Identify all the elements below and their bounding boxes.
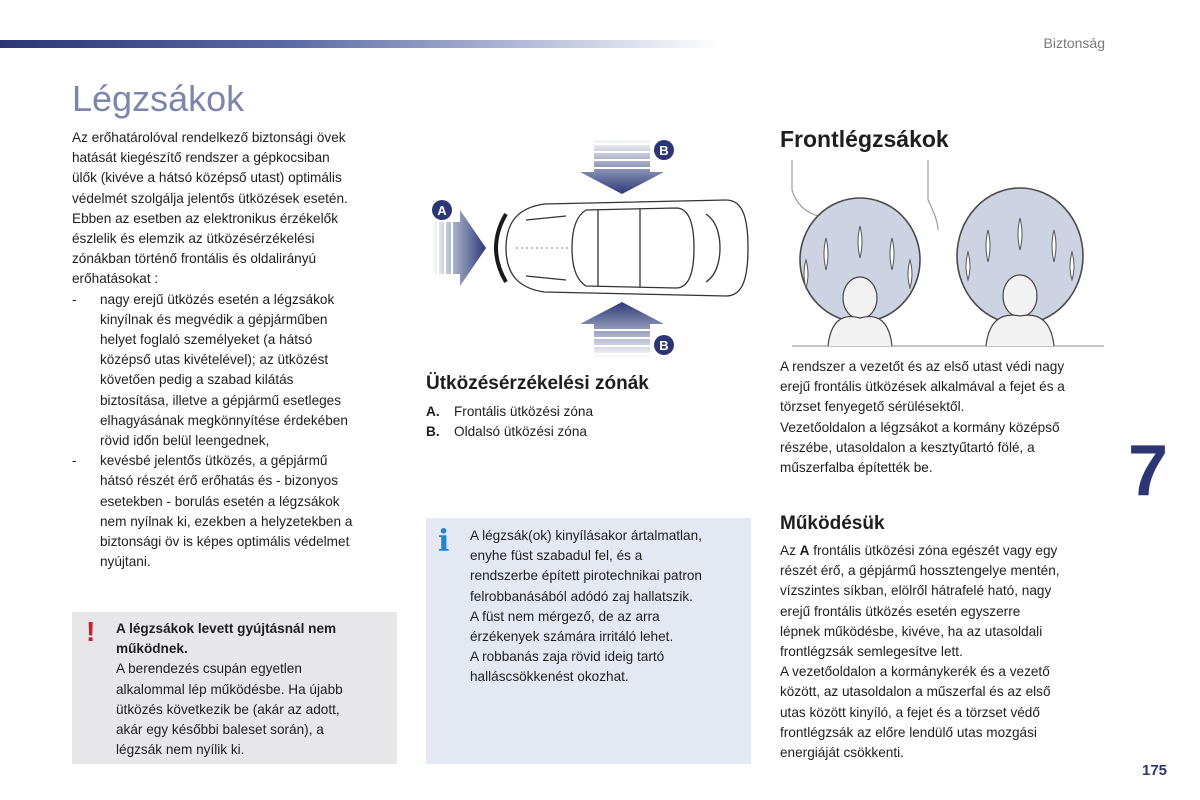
- legend-item: [426, 402, 726, 422]
- text-line: részébe, utasoldalon a kesztyűtartó fölé, a: [780, 439, 1035, 455]
- front-arrow: [432, 210, 486, 286]
- text-line: részét érő, a gépjármű hossztengelye mentén,: [780, 563, 1060, 579]
- warning-line: légzsák nem nyílik ki.: [116, 742, 245, 758]
- bullet-line: hátsó részét érő erőhatás és - bizonyos: [100, 473, 339, 489]
- bullet-line: nyújtani.: [100, 554, 151, 570]
- intro-line: zónákban történő frontális és oldalirányú: [72, 251, 317, 267]
- info-line: enyhe füst szabadul fel, és a: [470, 548, 643, 564]
- bullet-line: nem nyílnak ki, ezekben a helyzetekben a: [100, 513, 353, 529]
- text-line: energiáját csökkenti.: [780, 745, 904, 761]
- info-text: [470, 526, 740, 688]
- side-arrow-bottom: [580, 302, 664, 358]
- warning-line: ütközés következik be (akár az adott,: [116, 701, 340, 717]
- chapter-number: 7: [1128, 431, 1169, 511]
- bullet-line: követően pedig a szabad kilátás: [100, 372, 294, 388]
- zones-legend: [426, 402, 726, 442]
- car-top-view: [506, 200, 748, 296]
- intro-line: Az erőhatárolóval rendelkező biztonsági övek: [72, 130, 346, 145]
- info-line: A füst nem mérgező, de az arra: [470, 608, 660, 624]
- text-line: között, az utasoldalon a műszerfal és az első: [780, 684, 1051, 700]
- bullet-line: - nagy erejű ütközés esetén a légzsákok: [100, 291, 335, 307]
- intro-line: ülők (kivéve a hátsó középső utast) optimális: [72, 170, 342, 186]
- legend-text: Oldalsó ütközési zóna: [454, 424, 587, 440]
- warning-icon: !: [86, 616, 96, 647]
- text-line: törzset fenyegető sérülésektől.: [780, 399, 965, 415]
- bullet-line: biztosítása, illetve a gépjármű esetleges: [100, 392, 342, 408]
- bullet-line: kinyílnak és megvédik a gépjárműben: [100, 311, 328, 327]
- info-line: felrobbanásából adódó zaj hallatszik.: [470, 588, 693, 604]
- bullet-line: elhagyásának megkönnyítése érdekében: [100, 412, 348, 428]
- warning-bold-line: A légzsákok levett gyújtásnál nem: [116, 621, 337, 636]
- intro-line: észlelik és elemzik az ütközésérzékelési: [72, 231, 315, 247]
- info-line: A légzsák(ok) kinyílásakor ártalmatlan,: [470, 528, 702, 543]
- bullet-line: középső utas kivételével); az ütközést: [100, 352, 329, 368]
- text-line: A rendszer a vezetőt és az első utast védi nagy: [780, 359, 1065, 374]
- text-line: frontlégzsák az előre lendülő utas mozgási: [780, 724, 1037, 740]
- legend-text: Frontális ütközési zóna: [454, 404, 594, 419]
- text-line: A vezetőoldalon a kormánykerék és a vezető: [780, 664, 1050, 680]
- impact-arc: [496, 214, 506, 282]
- list-item: [72, 290, 392, 452]
- front-airbags-text: [780, 357, 1110, 478]
- warning-line: A berendezés csupán egyetlen: [116, 661, 302, 677]
- zone-a-label: A: [437, 203, 447, 218]
- info-line: A robbanás zaja rövid ideig tartó: [470, 649, 665, 665]
- bullet-line: - kevésbé jelentős ütközés, a gépjármű: [100, 453, 328, 469]
- info-line: rendszerbe épített pirotechnikai patron: [470, 568, 702, 584]
- operation-text: [780, 541, 1110, 763]
- bullet-list: [72, 290, 392, 573]
- zones-heading: Ütközésérzékelési zónák: [426, 373, 649, 394]
- text-line: [780, 541, 1110, 561]
- zone-ref: A: [799, 543, 810, 558]
- page-number: 175: [1142, 762, 1168, 779]
- front-airbags-heading: Frontlégzsákok: [780, 126, 949, 152]
- text-line: frontlégzsák semlegesítve lett.: [780, 644, 963, 660]
- passenger-airbag: [957, 188, 1083, 346]
- zone-b-label-bottom: B: [659, 338, 669, 353]
- bullet-line: esetekben - borulás esetén a légzsákok: [100, 493, 340, 509]
- warning-text: [116, 619, 386, 760]
- info-icon: i: [438, 524, 450, 559]
- bullet-line: rövid időn belül leengednek,: [100, 433, 270, 449]
- intro-line: hatását kiegészítő rendszer a gépkocsiban: [72, 150, 330, 166]
- warning-bold-line: működnek.: [116, 641, 188, 657]
- section-title: Biztonság: [1043, 35, 1105, 51]
- intro-column: [72, 128, 392, 572]
- text-line: vízszintes síkban, elölről hátrafelé ható, nagy: [780, 583, 1052, 599]
- text-span: frontális ütközési zóna egészét vagy egy: [809, 543, 1058, 558]
- intro-paragraph: [72, 128, 392, 290]
- text-line: lépnek működésbe, kivéve, ha az utasoldali: [780, 623, 1043, 639]
- intro-line: Ebben az esetben az elektronikus érzékelők: [72, 210, 338, 226]
- warning-line: alkalommal lép működésbe. Ha újabb: [116, 681, 343, 697]
- side-arrow-top: [580, 138, 664, 194]
- front-airbags-illustration: [788, 160, 1108, 350]
- warning-line: akár egy későbbi baleset során), a: [116, 722, 324, 738]
- text-line: erejű frontális ütközések alkalmával a fejet és a: [780, 379, 1065, 395]
- bullet-line: biztonsági öv is képes optimális védelmet: [100, 534, 350, 550]
- intro-line: védelmét szolgálja jelentős ütközések esetén.: [72, 190, 348, 206]
- text-line: Vezetőoldalon a légzsákot a kormány középső: [780, 419, 1060, 435]
- legend-key: A.: [426, 404, 440, 419]
- text-span: Az: [780, 543, 800, 558]
- info-box: [426, 518, 751, 764]
- legend-item: [426, 422, 726, 442]
- text-line: erejű frontális ütközés esetén egyszerre: [780, 603, 1021, 619]
- page-title: Légzsákok: [72, 78, 245, 119]
- legend-key: B.: [426, 424, 440, 440]
- header-bar: [0, 40, 720, 48]
- text-line: utas között kinyíló, a fejet és a törzset védő: [780, 704, 1040, 720]
- intro-line: erőhatásokat :: [72, 271, 159, 287]
- text-line: műszerfalba építették be.: [780, 460, 933, 476]
- info-line: halláscsökkenést okozhat.: [470, 669, 629, 685]
- list-item: [72, 451, 392, 572]
- info-line: érzékenyek számára irritáló lehet.: [470, 629, 674, 645]
- warning-box: [72, 612, 397, 764]
- zone-b-label-top: B: [659, 143, 669, 158]
- bullet-line: helyet foglaló személyeket (a hátsó: [100, 332, 313, 348]
- impact-zones-diagram: [426, 130, 756, 360]
- operation-heading: Működésük: [780, 513, 885, 534]
- driver-airbag: [800, 198, 920, 346]
